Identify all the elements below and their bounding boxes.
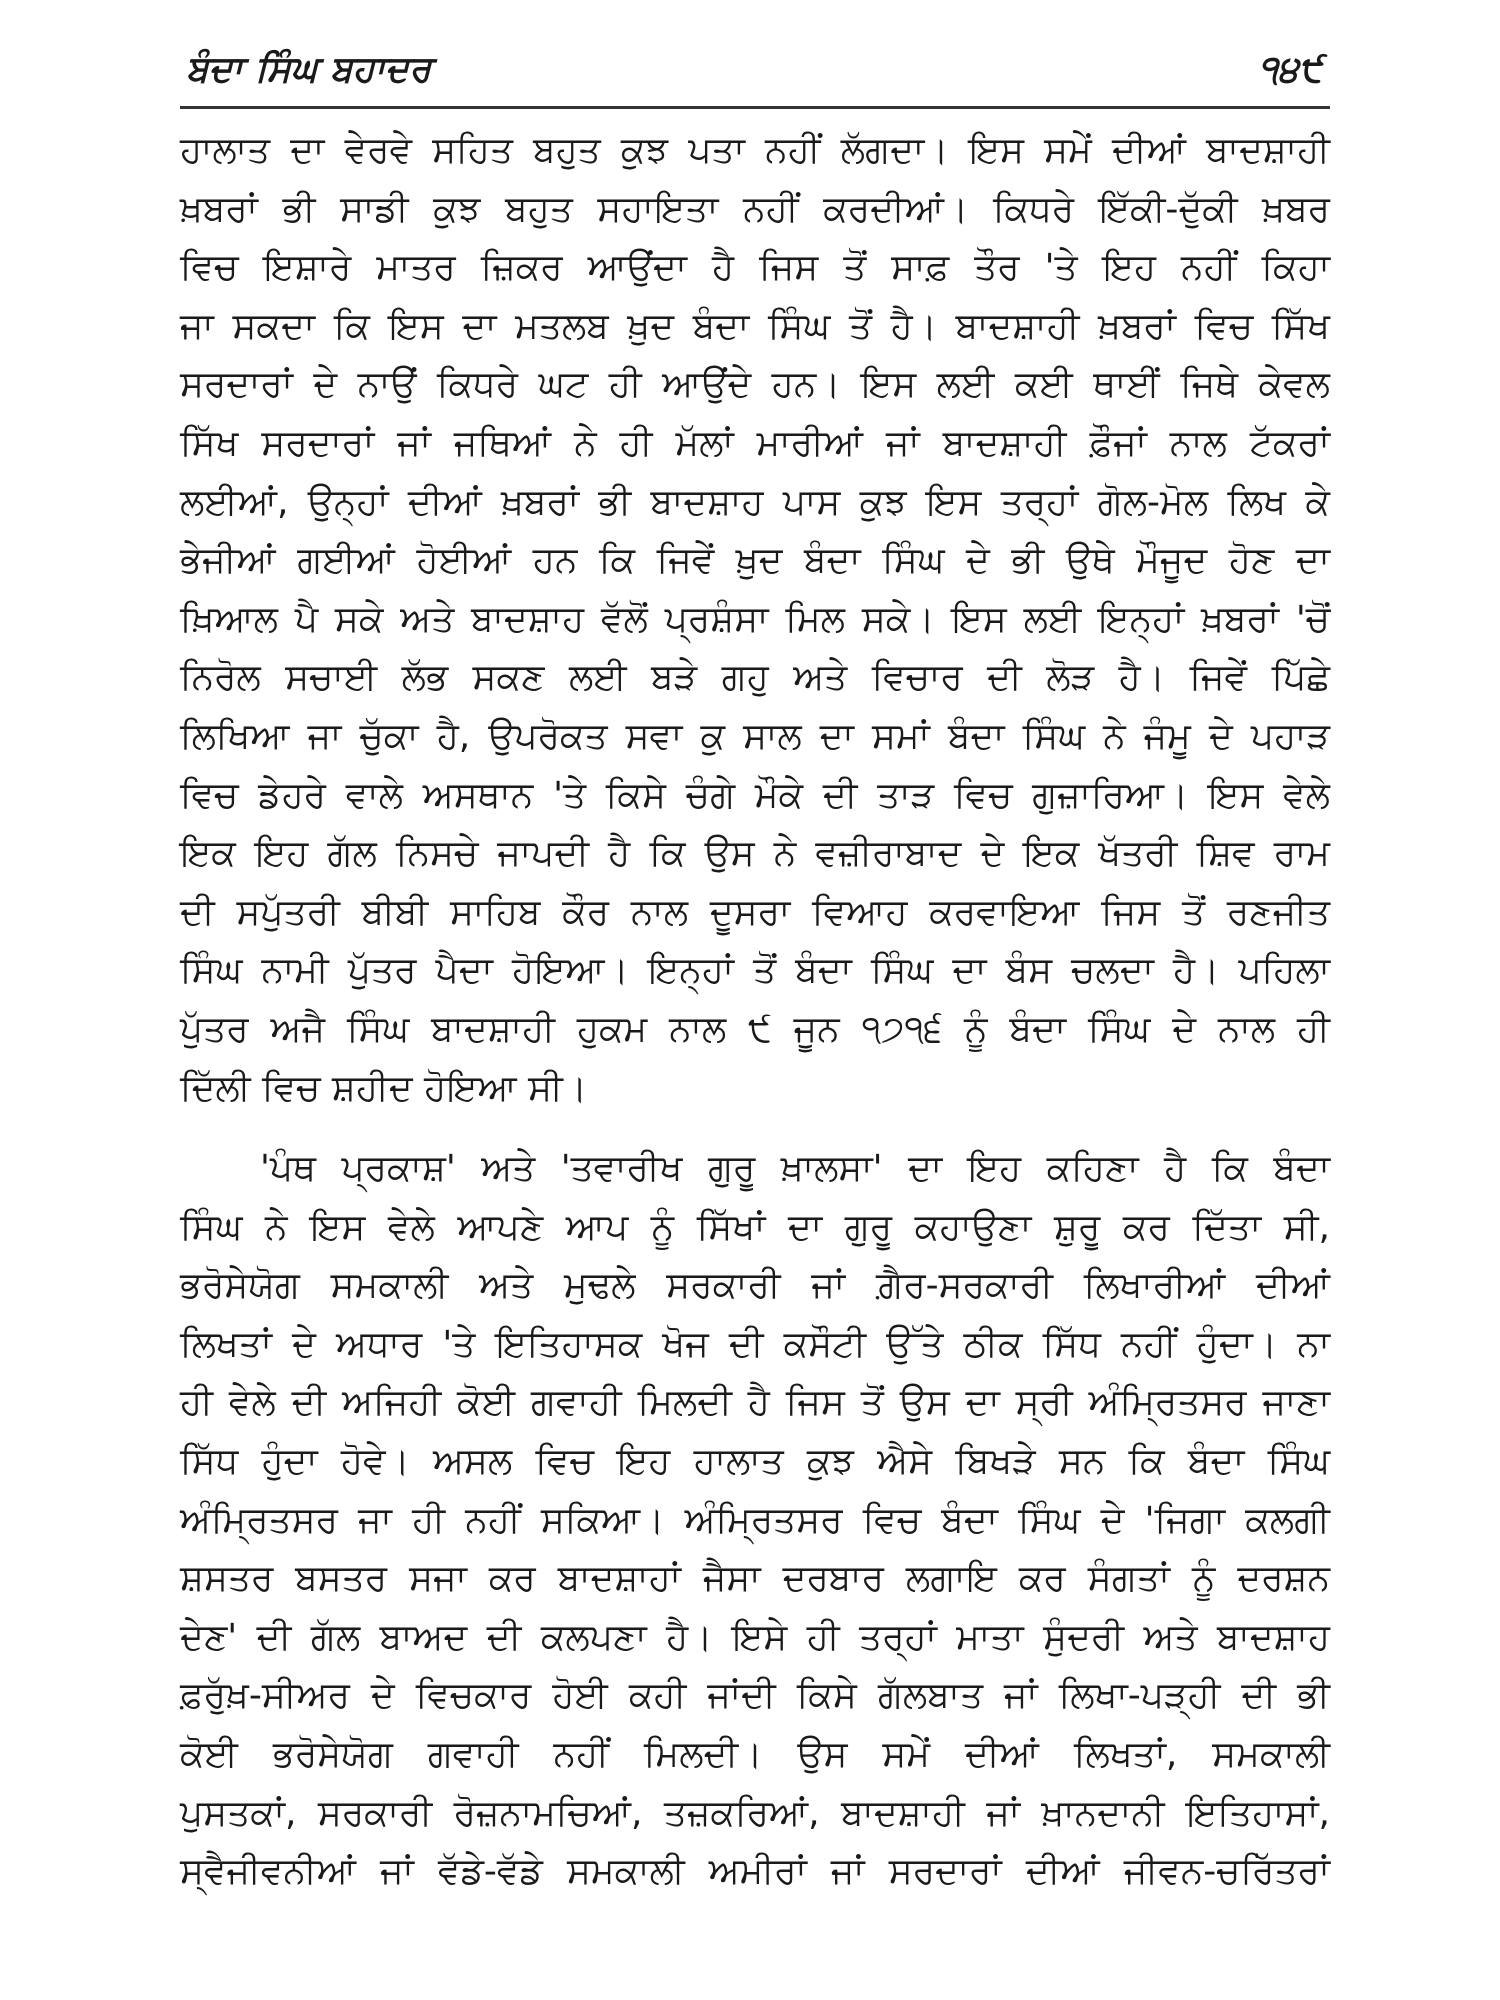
- text-line: ਹਾਲਾਤ ਦਾ ਵੇਰਵੇ ਸਹਿਤ ਬਹੁਤ ਕੁਝ ਪਤਾ ਨਹੀਂ ਲੱਗਦਾ। ਇਸ ਸਮੇਂ ਦੀਆਂ ਬਾਦਸ਼ਾਹੀ: [180, 130, 1330, 171]
- text-line: ਹੀ ਵੇਲੇ ਦੀ ਅਜਿਹੀ ਕੋਈ ਗਵਾਹੀ ਮਿਲਦੀ ਹੈ ਜਿਸ ਤੋਂ ਉਸ ਦਾ ਸ੍ਰੀ ਅੰਮ੍ਰਿਤਸਰ ਜਾਣਾ: [180, 1382, 1330, 1424]
- text-line: ਸਿੰਘ ਨਾਮੀ ਪੁੱਤਰ ਪੈਦਾ ਹੋਇਆ। ਇਨ੍ਹਾਂ ਤੋਂ ਬੰਦਾ ਸਿੰਘ ਦਾ ਬੰਸ ਚਲਦਾ ਹੈ। ਪਹਿਲਾ: [180, 950, 1330, 992]
- text-line: ਸ੍ਵੈਜੀਵਨੀਆਂ ਜਾਂ ਵੱਡੇ-ਵੱਡੇ ਸਮਕਾਲੀ ਅਮੀਰਾਂ ਜਾਂ ਸਰਦਾਰਾਂ ਦੀਆਂ ਜੀਵਨ-ਚਰਿੱਤਰਾਂ: [180, 1851, 1330, 1893]
- text-line: ਸਰਦਾਰਾਂ ਦੇ ਨਾਉਂ ਕਿਧਰੇ ਘਟ ਹੀ ਆਉਂਦੇ ਹਨ। ਇਸ ਲਈ ਕਈ ਥਾਈਂ ਜਿਥੇ ਕੇਵਲ: [180, 364, 1330, 406]
- text-line: ਦੀ ਸਪੁੱਤਰੀ ਬੀਬੀ ਸਾਹਿਬ ਕੌਰ ਨਾਲ ਦੂਸਰਾ ਵਿਆਹ ਕਰਵਾਇਆ ਜਿਸ ਤੋਂ ਰਣਜੀਤ: [180, 891, 1330, 933]
- text-line: ਪੁਸਤਕਾਂ, ਸਰਕਾਰੀ ਰੋਜ਼ਨਾਮਚਿਆਂ, ਤਜ਼ਕਰਿਆਂ, ਬਾਦਸ਼ਾਹੀ ਜਾਂ ਖ਼ਾਨਦਾਨੀ ਇਤਿਹਾਸਾਂ,: [180, 1792, 1330, 1834]
- text-line: ਲਿਖਿਆ ਜਾ ਚੁੱਕਾ ਹੈ, ਉਪਰੋਕਤ ਸਵਾ ਕੁ ਸਾਲ ਦਾ ਸਮਾਂ ਬੰਦਾ ਸਿੰਘ ਨੇ ਜੰਮੂ ਦੇ ਪਹਾੜ: [180, 715, 1330, 757]
- text-line: ਕੋਈ ਭਰੋਸੇਯੋਗ ਗਵਾਹੀ ਨਹੀਂ ਮਿਲਦੀ। ਉਸ ਸਮੇਂ ਦੀਆਂ ਲਿਖਤਾਂ, ਸਮਕਾਲੀ: [180, 1734, 1330, 1776]
- paragraph-1: [180, 122, 1330, 1118]
- text-line: ਸਿੱਧ ਹੁੰਦਾ ਹੋਵੇ। ਅਸਲ ਵਿਚ ਇਹ ਹਾਲਾਤ ਕੁਝ ਐਸੇ ਬਿਖੜੇ ਸਨ ਕਿ ਬੰਦਾ ਸਿੰਘ: [180, 1441, 1330, 1483]
- paragraph-2: [180, 1140, 1330, 1902]
- text-line: ਇਕ ਇਹ ਗੱਲ ਨਿਸਚੇ ਜਾਪਦੀ ਹੈ ਕਿ ਉਸ ਨੇ ਵਜ਼ੀਰਾਬਾਦ ਦੇ ਇਕ ਖੱਤਰੀ ਸ਼ਿਵ ਰਾਮ: [180, 833, 1330, 875]
- text-line: ਦਿੱਲੀ ਵਿਚ ਸ਼ਹੀਦ ਹੋਇਆ ਸੀ।: [180, 1067, 588, 1109]
- text-line: 'ਪੰਥ ਪ੍ਰਕਾਸ਼' ਅਤੇ 'ਤਵਾਰੀਖ ਗੁਰੂ ਖ਼ਾਲਸਾ' ਦਾ ਇਹ ਕਹਿਣਾ ਹੈ ਕਿ ਬੰਦਾ: [260, 1148, 1330, 1190]
- text-line: ਖ਼ਿਆਲ ਪੈ ਸਕੇ ਅਤੇ ਬਾਦਸ਼ਾਹ ਵੱਲੋਂ ਪ੍ਰਸ਼ੰਸਾ ਮਿਲ ਸਕੇ। ਇਸ ਲਈ ਇਨ੍ਹਾਂ ਖ਼ਬਰਾਂ 'ਚੋਂ: [180, 598, 1330, 640]
- text-line: ਨਿਰੋਲ ਸਚਾਈ ਲੱਭ ਸਕਣ ਲਈ ਬੜੇ ਗਹੁ ਅਤੇ ਵਿਚਾਰ ਦੀ ਲੋੜ ਹੈ। ਜਿਵੇਂ ਪਿੱਛੇ: [180, 657, 1330, 699]
- text-line: ਲਈਆਂ, ਉਨ੍ਹਾਂ ਦੀਆਂ ਖ਼ਬਰਾਂ ਭੀ ਬਾਦਸ਼ਾਹ ਪਾਸ ਕੁਝ ਇਸ ਤਰ੍ਹਾਂ ਗੋਲ-ਮੋਲ ਲਿਖ ਕੇ: [180, 481, 1330, 523]
- text-line: ਸ਼ਸਤਰ ਬਸਤਰ ਸਜਾ ਕਰ ਬਾਦਸ਼ਾਹਾਂ ਜੈਸਾ ਦਰਬਾਰ ਲਗਾਇ ਕਰ ਸੰਗਤਾਂ ਨੂੰ ਦਰਸ਼ਨ: [180, 1558, 1330, 1600]
- book-page: [180, 40, 1330, 1980]
- text-line: ਭਰੋਸੇਯੋਗ ਸਮਕਾਲੀ ਅਤੇ ਮੁਢਲੇ ਸਰਕਾਰੀ ਜਾਂ ਗ਼ੈਰ-ਸਰਕਾਰੀ ਲਿਖਾਰੀਆਂ ਦੀਆਂ: [180, 1265, 1330, 1307]
- text-line: ਖ਼ਬਰਾਂ ਭੀ ਸਾਡੀ ਕੁਝ ਬਹੁਤ ਸਹਾਇਤਾ ਨਹੀਂ ਕਰਦੀਆਂ। ਕਿਧਰੇ ਇੱਕੀ-ਦੁੱਕੀ ਖ਼ਬਰ: [180, 188, 1330, 230]
- text-line: ਭੇਜੀਆਂ ਗਈਆਂ ਹੋਈਆਂ ਹਨ ਕਿ ਜਿਵੇਂ ਖ਼ੁਦ ਬੰਦਾ ਸਿੰਘ ਦੇ ਭੀ ਉਥੇ ਮੌਜੂਦ ਹੋਣ ਦਾ: [180, 540, 1330, 582]
- text-line: ਵਿਚ ਡੇਹਰੇ ਵਾਲੇ ਅਸਥਾਨ 'ਤੇ ਕਿਸੇ ਚੰਗੇ ਮੌਕੇ ਦੀ ਤਾੜ ਵਿਚ ਗੁਜ਼ਾਰਿਆ। ਇਸ ਵੇਲੇ: [180, 774, 1330, 816]
- body-text: [180, 122, 1330, 1902]
- page-number: ੧੪੯: [1258, 48, 1322, 90]
- page-header: [180, 40, 1330, 109]
- text-line: ਵਿਚ ਇਸ਼ਾਰੇ ਮਾਤਰ ਜ਼ਿਕਰ ਆਉਂਦਾ ਹੈ ਜਿਸ ਤੋਂ ਸਾਫ਼ ਤੌਰ 'ਤੇ ਇਹ ਨਹੀਂ ਕਿਹਾ: [180, 247, 1330, 289]
- text-line: ਸਿੰਘ ਨੇ ਇਸ ਵੇਲੇ ਆਪਣੇ ਆਪ ਨੂੰ ਸਿੱਖਾਂ ਦਾ ਗੁਰੂ ਕਹਾਉਣਾ ਸ਼ੁਰੂ ਕਰ ਦਿੱਤਾ ਸੀ,: [180, 1206, 1330, 1248]
- text-line: ਲਿਖਤਾਂ ਦੇ ਅਧਾਰ 'ਤੇ ਇਤਿਹਾਸਕ ਖੋਜ ਦੀ ਕਸੌਟੀ ਉੱਤੇ ਠੀਕ ਸਿੱਧ ਨਹੀਂ ਹੁੰਦਾ। ਨਾ: [180, 1323, 1330, 1365]
- text-line: ਪੁੱਤਰ ਅਜੈ ਸਿੰਘ ਬਾਦਸ਼ਾਹੀ ਹੁਕਮ ਨਾਲ ੯ ਜੂਨ ੧੭੧੬ ਨੂੰ ਬੰਦਾ ਸਿੰਘ ਦੇ ਨਾਲ ਹੀ: [180, 1008, 1330, 1050]
- text-line: ਅੰਮ੍ਰਿਤਸਰ ਜਾ ਹੀ ਨਹੀਂ ਸਕਿਆ। ਅੰਮ੍ਰਿਤਸਰ ਵਿਚ ਬੰਦਾ ਸਿੰਘ ਦੇ 'ਜਿਗਾ ਕਲਗੀ: [180, 1499, 1330, 1541]
- text-line: ਸਿੱਖ ਸਰਦਾਰਾਂ ਜਾਂ ਜਥਿਆਂ ਨੇ ਹੀ ਮੱਲਾਂ ਮਾਰੀਆਂ ਜਾਂ ਬਾਦਸ਼ਾਹੀ ਫ਼ੌਜਾਂ ਨਾਲ ਟੱਕਰਾਂ: [180, 422, 1330, 464]
- running-title: ਬੰਦਾ ਸਿੰਘ ਬਹਾਦਰ: [186, 48, 432, 90]
- paragraph-gap: [180, 1118, 1330, 1140]
- text-line: ਜਾ ਸਕਦਾ ਕਿ ਇਸ ਦਾ ਮਤਲਬ ਖ਼ੁਦ ਬੰਦਾ ਸਿੰਘ ਤੋਂ ਹੈ। ਬਾਦਸ਼ਾਹੀ ਖ਼ਬਰਾਂ ਵਿਚ ਸਿੱਖ: [180, 305, 1330, 347]
- text-line: ਫ਼ਰੁੱਖ਼-ਸੀਅਰ ਦੇ ਵਿਚਕਾਰ ਹੋਈ ਕਹੀ ਜਾਂਦੀ ਕਿਸੇ ਗੱਲਬਾਤ ਜਾਂ ਲਿਖਾ-ਪੜ੍ਹੀ ਦੀ ਭੀ: [180, 1675, 1330, 1717]
- text-line: ਦੇਣ' ਦੀ ਗੱਲ ਬਾਅਦ ਦੀ ਕਲਪਣਾ ਹੈ। ਇਸੇ ਹੀ ਤਰ੍ਹਾਂ ਮਾਤਾ ਸੁੰਦਰੀ ਅਤੇ ਬਾਦਸ਼ਾਹ: [180, 1616, 1330, 1658]
